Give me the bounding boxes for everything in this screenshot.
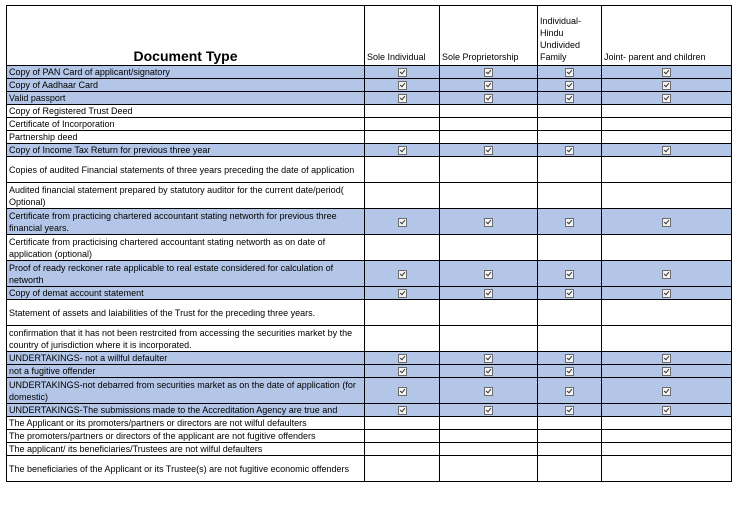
checkbox-cell: [538, 287, 602, 300]
table-row: [7, 404, 732, 417]
checkbox-cell: [440, 378, 538, 404]
checked-checkbox-icon[interactable]: [662, 354, 671, 363]
checked-checkbox-icon[interactable]: [565, 68, 574, 77]
checkbox-cell: [602, 300, 732, 326]
checkbox-cell: [365, 443, 440, 456]
checked-checkbox-icon[interactable]: [565, 406, 574, 415]
checked-checkbox-icon[interactable]: [484, 387, 493, 396]
checkbox-cell: [440, 261, 538, 287]
checked-checkbox-icon[interactable]: [565, 367, 574, 376]
document-label: Partnership deed: [7, 131, 365, 144]
checkbox-cell: [365, 79, 440, 92]
table-row: [7, 131, 732, 144]
checkbox-cell: [365, 300, 440, 326]
checked-checkbox-icon[interactable]: [398, 406, 407, 415]
checkbox-cell: [538, 118, 602, 131]
checkbox-cell: [538, 365, 602, 378]
sole-proprietorship-header: Sole Proprietorship: [440, 6, 538, 66]
checkbox-cell: [602, 443, 732, 456]
document-label: confirmation that it has not been restrcited from accessing the securities market by the country of jurisdiction where it is incorporated.: [7, 326, 365, 352]
checkbox-cell: [365, 157, 440, 183]
checkbox-cell: [440, 144, 538, 157]
checkbox-cell: [440, 443, 538, 456]
checkbox-cell: [602, 118, 732, 131]
checkbox-cell: [365, 287, 440, 300]
checkbox-cell: [538, 352, 602, 365]
joint-header: Joint- parent and children: [602, 6, 732, 66]
checked-checkbox-icon[interactable]: [662, 387, 671, 396]
table-row: [7, 183, 732, 209]
checkbox-cell: [602, 378, 732, 404]
document-label: UNDERTAKINGS-not debarred from securities market as on the date of application (for domestic): [7, 378, 365, 404]
document-label: The beneficiaries of the Applicant or its Trustee(s) are not fugitive economic offenders: [7, 456, 365, 482]
checkbox-cell: [538, 144, 602, 157]
checkbox-cell: [602, 287, 732, 300]
checkbox-cell: [538, 378, 602, 404]
checked-checkbox-icon[interactable]: [398, 218, 407, 227]
checked-checkbox-icon[interactable]: [565, 81, 574, 90]
checkbox-cell: [440, 404, 538, 417]
checkbox-cell: [365, 183, 440, 209]
checked-checkbox-icon[interactable]: [484, 94, 493, 103]
checkbox-cell: [602, 261, 732, 287]
checkbox-cell: [602, 404, 732, 417]
checkbox-cell: [365, 365, 440, 378]
checkbox-cell: [440, 118, 538, 131]
document-label: UNDERTAKINGS- not a willful defaulter: [7, 352, 365, 365]
checkbox-cell: [365, 105, 440, 118]
document-label: Copy of Income Tax Return for previous three year: [7, 144, 365, 157]
checkbox-cell: [538, 209, 602, 235]
document-label: Certificate of Incorporation: [7, 118, 365, 131]
table-body: [7, 66, 732, 482]
checked-checkbox-icon[interactable]: [565, 354, 574, 363]
checkbox-cell: [440, 183, 538, 209]
huf-header: Individual- Hindu Undivided Family: [538, 6, 602, 66]
checkbox-cell: [440, 365, 538, 378]
checkbox-cell: [538, 157, 602, 183]
checked-checkbox-icon[interactable]: [662, 270, 671, 279]
checkbox-cell: [538, 92, 602, 105]
checkbox-cell: [365, 261, 440, 287]
document-label: Statement of assets and laiabilities of the Trust for the preceding three years.: [7, 300, 365, 326]
checkbox-cell: [440, 157, 538, 183]
table-row: [7, 235, 732, 261]
table-row: [7, 157, 732, 183]
table-row: [7, 92, 732, 105]
document-label: not a fugitive offender: [7, 365, 365, 378]
checkbox-cell: [538, 105, 602, 118]
checkbox-cell: [538, 131, 602, 144]
table-row: [7, 365, 732, 378]
checkbox-cell: [602, 79, 732, 92]
checkbox-cell: [538, 443, 602, 456]
checked-checkbox-icon[interactable]: [565, 387, 574, 396]
checkbox-cell: [602, 144, 732, 157]
checked-checkbox-icon[interactable]: [662, 406, 671, 415]
checked-checkbox-icon[interactable]: [398, 81, 407, 90]
document-label: Audited financial statement prepared by statutory auditor for the current date/period( Optional): [7, 183, 365, 209]
checkbox-cell: [602, 352, 732, 365]
checkbox-cell: [602, 235, 732, 261]
checkbox-cell: [538, 66, 602, 79]
table-row: [7, 352, 732, 365]
checked-checkbox-icon[interactable]: [662, 68, 671, 77]
checked-checkbox-icon[interactable]: [398, 354, 407, 363]
checked-checkbox-icon[interactable]: [662, 289, 671, 298]
document-label: Valid passport: [7, 92, 365, 105]
checkbox-cell: [365, 456, 440, 482]
checkbox-cell: [602, 365, 732, 378]
checkbox-cell: [365, 430, 440, 443]
checked-checkbox-icon[interactable]: [398, 289, 407, 298]
checkbox-cell: [538, 79, 602, 92]
table-row: [7, 79, 732, 92]
document-type-header: Document Type: [7, 6, 365, 66]
checkbox-cell: [365, 66, 440, 79]
document-label: Copy of demat account statement: [7, 287, 365, 300]
checkbox-cell: [602, 131, 732, 144]
document-label: Certificate from practicing chartered accountant stating networth for previous three financial years.: [7, 209, 365, 235]
checked-checkbox-icon[interactable]: [484, 218, 493, 227]
table-row: [7, 105, 732, 118]
checkbox-cell: [440, 235, 538, 261]
document-label: Copy of PAN Card of applicant/signatory: [7, 66, 365, 79]
checkbox-cell: [440, 79, 538, 92]
checkbox-cell: [365, 352, 440, 365]
document-label: The applicant/ its beneficiaries/Trustees are not wilful defaulters: [7, 443, 365, 456]
table-row: [7, 66, 732, 79]
checkbox-cell: [365, 209, 440, 235]
checkbox-cell: [538, 326, 602, 352]
checkbox-cell: [602, 456, 732, 482]
table-row: [7, 118, 732, 131]
checked-checkbox-icon[interactable]: [484, 354, 493, 363]
document-label: The promoters/partners or directors of the applicant are not fugitive offenders: [7, 430, 365, 443]
table-row: [7, 300, 732, 326]
checked-checkbox-icon[interactable]: [484, 406, 493, 415]
checked-checkbox-icon[interactable]: [565, 146, 574, 155]
checkbox-cell: [602, 430, 732, 443]
checkbox-cell: [538, 300, 602, 326]
checked-checkbox-icon[interactable]: [398, 68, 407, 77]
checked-checkbox-icon[interactable]: [565, 289, 574, 298]
checkbox-cell: [538, 261, 602, 287]
document-label: Certificate from practicising chartered accountant stating networth as on date of application (optional): [7, 235, 365, 261]
checkbox-cell: [538, 430, 602, 443]
checkbox-cell: [602, 417, 732, 430]
checked-checkbox-icon[interactable]: [484, 270, 493, 279]
checkbox-cell: [538, 235, 602, 261]
checked-checkbox-icon[interactable]: [484, 367, 493, 376]
checked-checkbox-icon[interactable]: [565, 94, 574, 103]
checkbox-cell: [538, 183, 602, 209]
checkbox-cell: [602, 92, 732, 105]
sole-individual-header: Sole Individual: [365, 6, 440, 66]
checkbox-cell: [440, 326, 538, 352]
checkbox-cell: [365, 131, 440, 144]
checked-checkbox-icon[interactable]: [662, 94, 671, 103]
checked-checkbox-icon[interactable]: [662, 367, 671, 376]
checkbox-cell: [602, 105, 732, 118]
checkbox-cell: [365, 235, 440, 261]
checked-checkbox-icon[interactable]: [484, 68, 493, 77]
checkbox-cell: [538, 417, 602, 430]
checked-checkbox-icon[interactable]: [398, 387, 407, 396]
checkbox-cell: [440, 66, 538, 79]
checkbox-cell: [602, 66, 732, 79]
checked-checkbox-icon[interactable]: [565, 270, 574, 279]
header-row: [7, 6, 732, 66]
checked-checkbox-icon[interactable]: [484, 146, 493, 155]
checkbox-cell: [365, 92, 440, 105]
checkbox-cell: [440, 417, 538, 430]
table-row: [7, 144, 732, 157]
table-row: [7, 443, 732, 456]
table-row: [7, 430, 732, 443]
checkbox-cell: [440, 456, 538, 482]
checkbox-cell: [538, 404, 602, 417]
checked-checkbox-icon[interactable]: [662, 218, 671, 227]
document-label: UNDERTAKINGS-The submissions made to the Accreditation Agency are true and: [7, 404, 365, 417]
document-label: Copy of Registered Trust Deed: [7, 105, 365, 118]
table-row: [7, 287, 732, 300]
checkbox-cell: [440, 209, 538, 235]
checkbox-cell: [440, 430, 538, 443]
table-row: [7, 417, 732, 430]
checkbox-cell: [440, 92, 538, 105]
checkbox-cell: [365, 404, 440, 417]
checked-checkbox-icon[interactable]: [484, 81, 493, 90]
document-checklist-table: [6, 5, 732, 482]
checkbox-cell: [602, 326, 732, 352]
checkbox-cell: [365, 144, 440, 157]
checkbox-cell: [365, 326, 440, 352]
checked-checkbox-icon[interactable]: [565, 218, 574, 227]
table-row: [7, 209, 732, 235]
checked-checkbox-icon[interactable]: [662, 146, 671, 155]
checkbox-cell: [365, 378, 440, 404]
checkbox-cell: [440, 131, 538, 144]
document-label: Proof of ready reckoner rate applicable to real estate considered for calculation of networth: [7, 261, 365, 287]
table-row: [7, 326, 732, 352]
table-row: [7, 261, 732, 287]
checkbox-cell: [440, 352, 538, 365]
checkbox-cell: [538, 456, 602, 482]
document-label: Copies of audited Financial statements of three years preceding the date of application: [7, 157, 365, 183]
checkbox-cell: [602, 183, 732, 209]
document-label: Copy of Aadhaar Card: [7, 79, 365, 92]
checkbox-cell: [365, 417, 440, 430]
checked-checkbox-icon[interactable]: [662, 81, 671, 90]
checked-checkbox-icon[interactable]: [484, 289, 493, 298]
checkbox-cell: [440, 105, 538, 118]
table-row: [7, 456, 732, 482]
checkbox-cell: [365, 118, 440, 131]
checkbox-cell: [602, 209, 732, 235]
table-row: [7, 378, 732, 404]
checkbox-cell: [440, 300, 538, 326]
checked-checkbox-icon[interactable]: [398, 146, 407, 155]
checkbox-cell: [440, 287, 538, 300]
checked-checkbox-icon[interactable]: [398, 270, 407, 279]
checked-checkbox-icon[interactable]: [398, 367, 407, 376]
checkbox-cell: [602, 157, 732, 183]
checked-checkbox-icon[interactable]: [398, 94, 407, 103]
document-label: The Applicant or its promoters/partners or directors are not wilful defaulters: [7, 417, 365, 430]
